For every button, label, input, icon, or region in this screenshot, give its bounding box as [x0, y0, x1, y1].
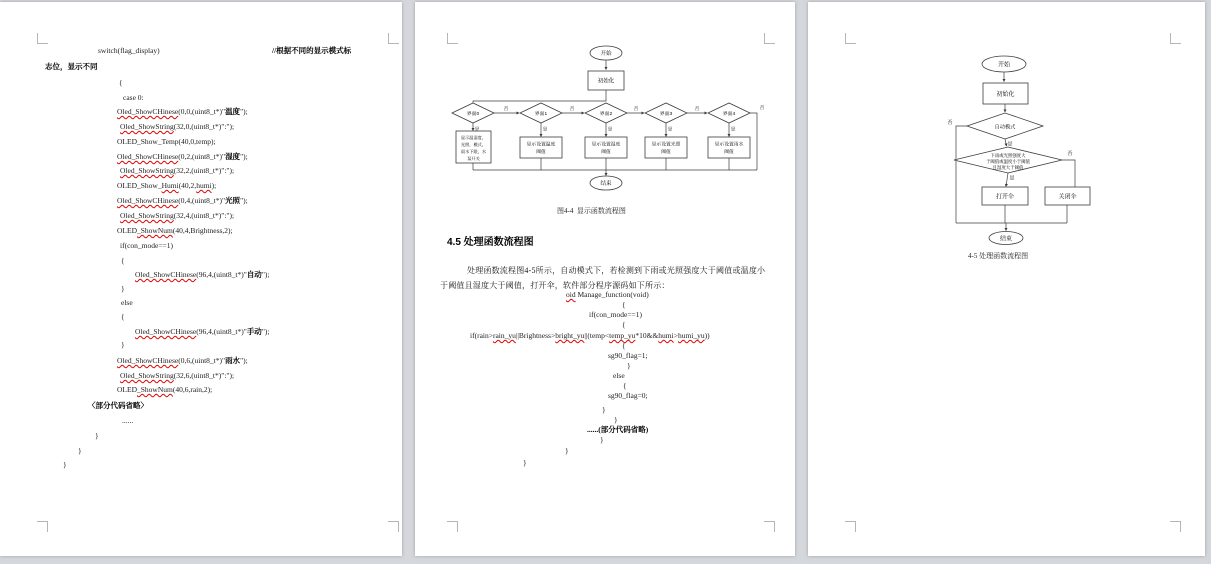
- code-line: case 0:: [123, 93, 144, 102]
- code-line: }: [523, 458, 527, 467]
- code-line: Oled_ShowString(32,6,(uint8_t*)":");: [120, 371, 235, 380]
- code-line: }: [63, 460, 67, 469]
- code-line: OLED_Show_Temp(40,0,temp);: [117, 137, 216, 146]
- code-line: Oled_ShowCHinese(96,4,(uint8_t*)"自动");: [135, 270, 270, 279]
- margin-crop-mark: [37, 33, 48, 44]
- code-line: OLED_ShowNum(40,4,Brightness,2);: [117, 226, 233, 235]
- no-label: 否: [947, 120, 953, 126]
- code-line: {: [623, 381, 627, 390]
- figure-caption-4-5: 4-5 处理函数流程图: [968, 252, 1029, 260]
- code-line: Oled_ShowString(32,4,(uint8_t*)":");: [120, 211, 235, 220]
- code-line: Oled_ShowCHinese(0,6,(uint8_t*)"雨水");: [117, 356, 248, 365]
- display-function-flowchart: [440, 30, 780, 225]
- code-line: }: [121, 284, 125, 293]
- code-line: //根据不同的显示模式标: [272, 46, 352, 55]
- figure-caption-4-4: 图4-4 显示函数流程图: [557, 207, 626, 215]
- code-line: sg90_flag=1;: [608, 351, 648, 360]
- paragraph-line: 处理函数流程图4-5所示，自动模式下，若检测到下雨或光照强度大于阈值或温度小: [467, 266, 766, 275]
- flow1-box-line: 雨水下限，水: [460, 149, 487, 154]
- margin-crop-mark: [845, 33, 856, 44]
- flow1-box-line: 光照，模式，: [460, 142, 487, 147]
- flow1-diamond-label: 界面0: [466, 111, 480, 117]
- manage-function-flowchart: [940, 50, 1100, 250]
- code-line: {: [121, 312, 125, 321]
- code-line: }: [78, 446, 82, 455]
- flow2-diamond-label: 自动模式: [994, 124, 1016, 131]
- margin-crop-mark: [388, 33, 399, 44]
- flow1-diamond-label: 界面3: [659, 111, 673, 117]
- code-line: }: [565, 446, 569, 455]
- code-line: Oled_ShowString(32,2,(uint8_t*)":");: [120, 166, 235, 175]
- flow1-diamond-label: 界面2: [599, 111, 613, 117]
- no-label: 否: [569, 106, 575, 111]
- margin-crop-mark: [37, 521, 48, 532]
- code-line: 志位，显示不同: [45, 62, 98, 71]
- margin-crop-mark: [1170, 33, 1181, 44]
- code-line: else: [121, 298, 133, 307]
- code-line: switch(flag_display): [98, 46, 160, 55]
- flow2-open-label: 打开伞: [995, 194, 1015, 201]
- flow2-close-label: 关闭伞: [1058, 194, 1077, 201]
- yes-label: 是: [607, 126, 613, 132]
- code-line: OLED_ShowNum(40,6,rain,2);: [117, 385, 213, 394]
- margin-crop-mark: [764, 521, 775, 532]
- code-line: ......(部分代码省略): [587, 425, 649, 434]
- margin-crop-mark: [447, 521, 458, 532]
- paragraph-line: 于阈值且湿度大于阈值，打开伞，软件部分程序源码如下所示：: [440, 281, 670, 290]
- flow1-box-line: 显示设置温度: [526, 142, 556, 148]
- code-line: Oled_ShowCHinese(0,2,(uint8_t*)"湿度");: [117, 152, 248, 161]
- code-line: sg90_flag=0;: [608, 391, 648, 400]
- no-label: 否: [633, 106, 639, 111]
- flow2-end-label: 结束: [999, 236, 1013, 243]
- code-line: {: [622, 320, 626, 329]
- yes-label: 是: [730, 126, 736, 132]
- margin-crop-mark: [1170, 521, 1181, 532]
- code-line: Oled_ShowCHinese(0,0,(uint8_t*)"温度");: [117, 107, 248, 116]
- page-1[interactable]: [0, 2, 402, 556]
- flow1-box-line: 阈值: [601, 150, 611, 155]
- flow1-box-line: 显示设置湿度: [591, 142, 621, 148]
- flow1-box-line: 显示温湿度，: [460, 135, 487, 140]
- code-line: else: [613, 371, 625, 380]
- flow1-box-line: 显示设置雨水: [714, 142, 744, 148]
- flow1-connectors: [473, 90, 757, 176]
- flow1-box-line: 显示设置光照: [651, 142, 681, 148]
- flow2-condition-line: 于阈值或温度小于阈值: [986, 159, 1030, 164]
- code-line: if(con_mode==1): [120, 241, 174, 250]
- flow1-box-line: 阈值: [536, 150, 546, 155]
- code-line: {: [119, 78, 123, 87]
- code-line: {: [622, 341, 626, 350]
- no-label: 否: [503, 106, 509, 111]
- code-line: }: [121, 340, 125, 349]
- flow1-box-line: 阈值: [724, 150, 734, 155]
- code-line: }: [600, 435, 604, 444]
- flow1-diamond-label: 界面4: [722, 111, 736, 117]
- code-line: }: [602, 405, 606, 414]
- flow2-init-label: 初始化: [996, 92, 1015, 98]
- code-line: ......: [122, 416, 134, 425]
- flow2-condition-line: 下雨或光照强度大: [990, 153, 1026, 158]
- margin-crop-mark: [388, 521, 399, 532]
- code-line: 〈部分代码省略〉: [88, 401, 148, 410]
- yes-label: 是: [1009, 175, 1015, 182]
- yes-label: 是: [667, 126, 673, 132]
- flow2-start-label: 开始: [997, 62, 1011, 69]
- code-line: oid Manage_function(void): [566, 290, 649, 299]
- no-label: 否: [759, 105, 765, 110]
- yes-label: 是: [474, 126, 480, 132]
- no-label: 否: [1067, 151, 1073, 157]
- flow1-box-line: 阈值: [661, 150, 671, 155]
- section-heading: 4.5 处理函数流程图: [447, 237, 534, 248]
- flow1-init-label: 初始化: [597, 78, 615, 85]
- code-line: }: [95, 431, 99, 440]
- yes-label: 是: [1007, 141, 1013, 148]
- code-line: {: [121, 256, 125, 265]
- flow1-start-label: 开始: [600, 51, 612, 58]
- code-line: Oled_ShowCHinese(96,4,(uint8_t*)"手动");: [135, 327, 270, 336]
- code-line: Oled_ShowCHinese(0,4,(uint8_t*)"光照");: [117, 196, 248, 205]
- code-line: {: [622, 300, 626, 309]
- flow1-box-line: 泵开关: [467, 156, 480, 161]
- flow1-end-label: 结束: [600, 181, 612, 188]
- flow1-diamond-label: 界面1: [534, 111, 548, 117]
- code-line: }: [614, 415, 618, 424]
- code-line: Oled_ShowString(32,0,(uint8_t*)":");: [120, 122, 235, 131]
- code-line: OLED_Show_Humi(40,2,humi);: [117, 181, 217, 190]
- margin-crop-mark: [845, 521, 856, 532]
- flow2-condition-line: 且湿度大于阈值: [992, 165, 1024, 170]
- yes-label: 是: [542, 126, 548, 132]
- code-line: if(rain>rain_yu||Brightness>bright_yu||(temp<temp_yu*10&&humi>humi_yu)): [470, 331, 710, 340]
- code-line: if(con_mode==1): [589, 310, 643, 319]
- no-label: 否: [694, 106, 700, 111]
- code-line: }: [627, 361, 631, 370]
